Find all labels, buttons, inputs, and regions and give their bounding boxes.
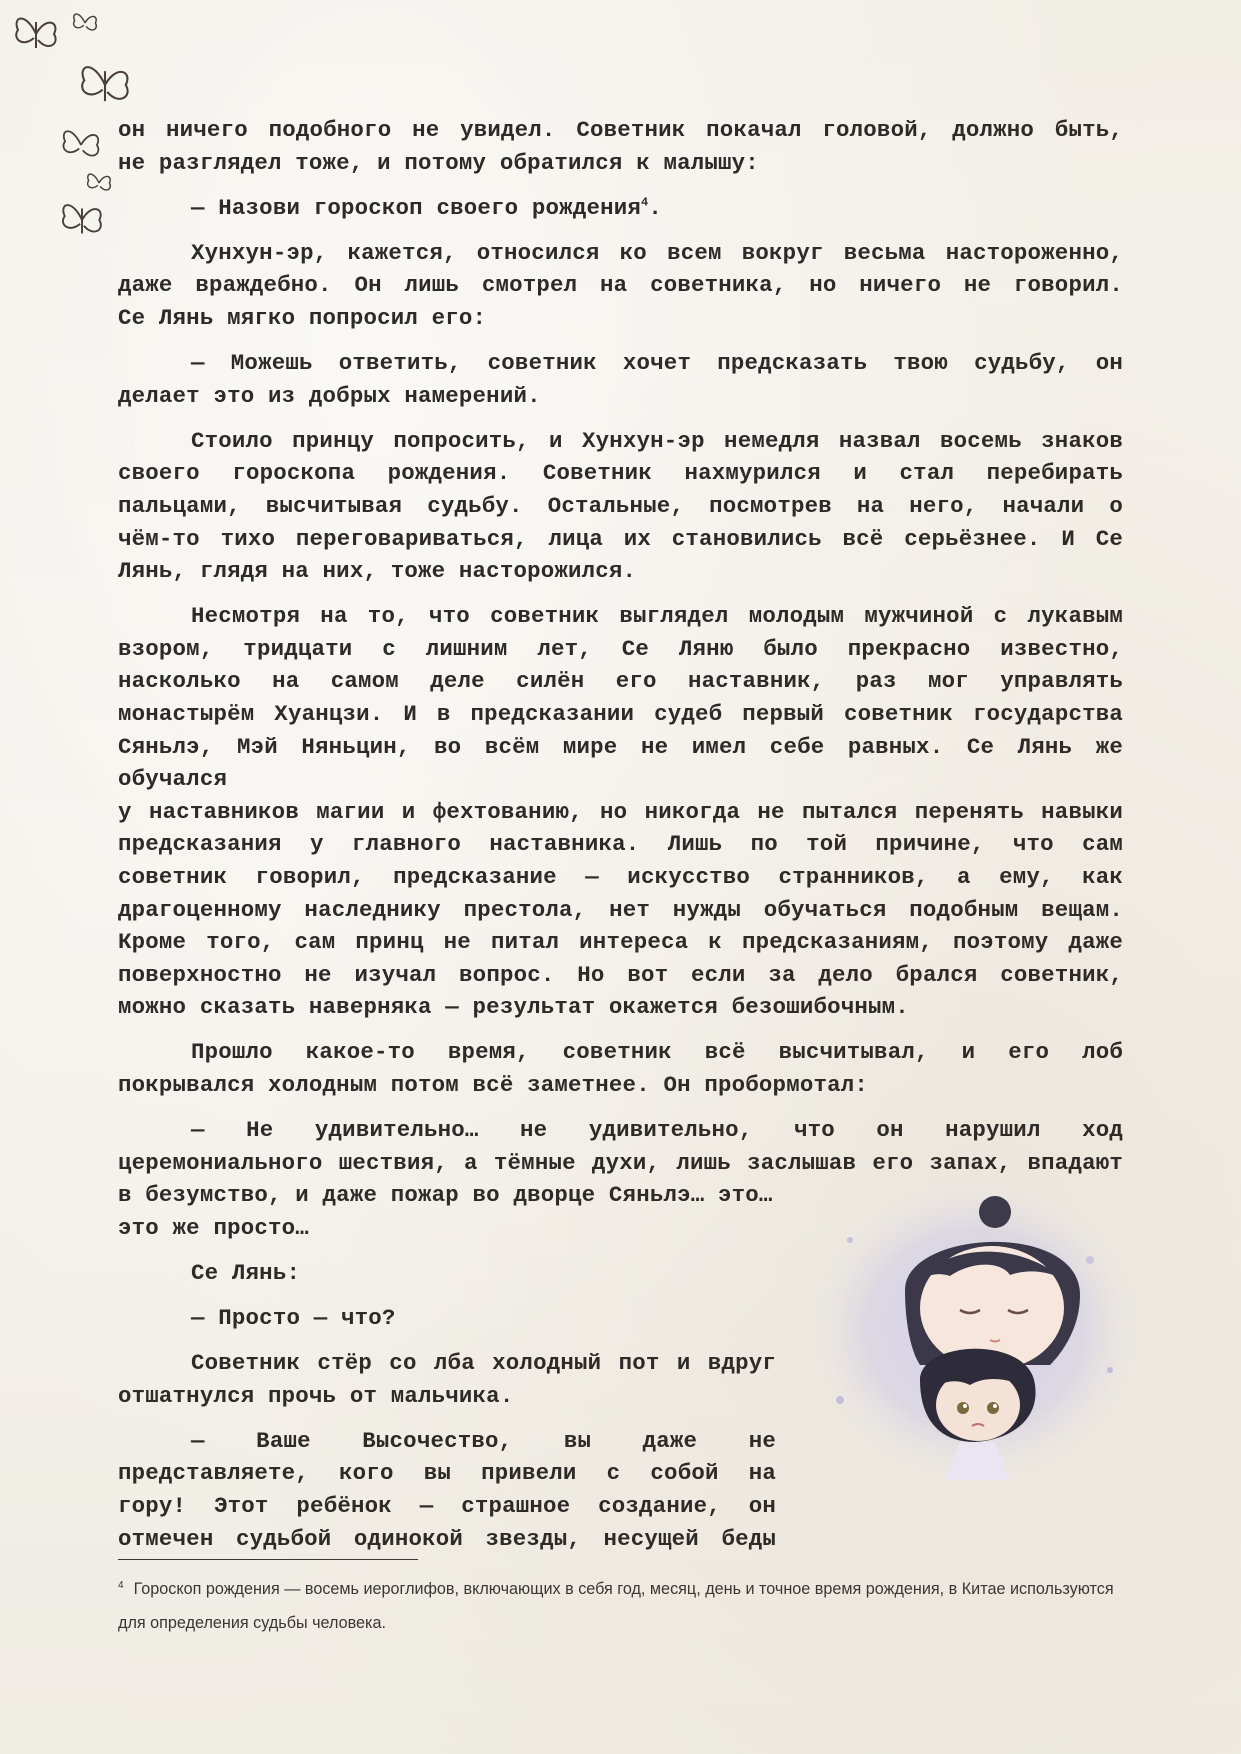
- text-line: советник говорил, предсказание — искусство странников, а ему, как: [118, 863, 1123, 890]
- text-line: это же просто…: [118, 1214, 309, 1241]
- footnote: [118, 1572, 1123, 1640]
- text-line: Кроме того, сам принц не питал интереса к предсказаниям, поэтому даже: [118, 929, 1123, 956]
- text-line: чём-то тихо переговариваться, лица их становились всё серьёзнее. И Се: [118, 525, 1123, 552]
- footnote-number: 4: [118, 1579, 124, 1591]
- text-line: Стоило принцу попросить, и Хунхун-эр немедля назвал восемь знаков: [191, 427, 1123, 454]
- text-line: взором, тридцати с лишним лет, Се Ляню было прекрасно известно,: [118, 635, 1123, 662]
- text-punct: .: [648, 194, 663, 221]
- text-line: монастырём Хуанцзи. И в предсказании судеб первый советник государства: [118, 701, 1123, 727]
- text-line: отмечен судьбой одинокой звезды, несущей беды: [118, 1525, 776, 1552]
- narrow-column: [118, 1347, 776, 1555]
- paragraph: [118, 425, 1123, 588]
- text-line: — Назови гороскоп своего рождения: [191, 194, 642, 221]
- paragraph: [118, 192, 1123, 225]
- footnote-text: Гороскоп рождения — восемь иероглифов, включающих в себя год, месяц, день и точное время рождения, в Китае используются для определения судьбы человека.: [118, 1580, 1114, 1632]
- butterfly-icon: [72, 55, 138, 115]
- text-line: Хунхун-эр, кажется, относился ко всем вокруг весьма настороженно,: [191, 239, 1123, 266]
- text-line: Сяньлэ, Мэй Няньцин, во всём мире не имел себе равных. Се Лянь же обучался: [118, 733, 1123, 793]
- text-line: в безумство, и даже пожар во дворце Сяньлэ… это…: [118, 1182, 773, 1209]
- butterfly-icon: [10, 8, 62, 60]
- text-line: драгоценному наследнику престола, нет нужды обучаться подобным вещам.: [118, 896, 1123, 923]
- paragraph: [118, 237, 1123, 335]
- text-line: Советник стёр со лба холодный пот и вдруг: [191, 1350, 776, 1377]
- text-line: Несмотря на то, что советник выглядел молодым мужчиной с лукавым: [191, 603, 1123, 630]
- paragraph: [118, 114, 1123, 179]
- text-line: Се Лянь:: [191, 1260, 301, 1286]
- text-line: Лянь, глядя на них, тоже насторожился.: [118, 558, 637, 585]
- footnote-divider: [118, 1559, 418, 1560]
- text-line: поверхностно не изучал вопрос. Но вот если за дело брался советник,: [118, 961, 1123, 988]
- paragraph: [118, 1425, 776, 1555]
- text-line: пальцами, высчитывая судьбу. Остальные, посмотрев на него, начали о: [118, 492, 1123, 519]
- text-line: можно сказать наверняка — результат окажется безошибочным.: [118, 994, 909, 1021]
- paragraph: [118, 1036, 1123, 1101]
- text-line: представляете, кого вы привели с собой на: [118, 1460, 776, 1487]
- text-line: предсказания у главного наставника. Лишь по той причине, что сам: [118, 831, 1123, 858]
- footnote-ref[interactable]: 4: [641, 195, 649, 210]
- text-line: — Ваше Высочество, вы даже не: [191, 1427, 776, 1454]
- text-line: гору! Этот ребёнок — страшное создание, он: [118, 1493, 776, 1520]
- text-line: делает это из добрых намерений.: [118, 382, 541, 409]
- butterfly-icon: [84, 168, 114, 198]
- butterfly-icon: [58, 122, 104, 168]
- text-line: церемониального шествия, а тёмные духи, лишь заслышав его запах, впадают: [118, 1149, 1123, 1176]
- butterfly-icon: [56, 195, 108, 245]
- chibi-illustration: [810, 1180, 1140, 1480]
- text-line: у наставников магии и фехтованию, но никогда не пытался перенять навыки: [118, 798, 1123, 825]
- text-line: своего гороскопа рождения. Советник нахмурился и стал перебирать: [118, 460, 1123, 487]
- paragraph: [118, 600, 1123, 1024]
- text-line: насколько на самом деле силён его наставник, раз мог управлять: [118, 668, 1123, 695]
- text-line: он ничего подобного не увидел. Советник покачал головой, должно быть,: [118, 117, 1123, 143]
- text-line: Се Лянь мягко попросил его:: [118, 304, 487, 331]
- butterfly-icon: [70, 8, 100, 38]
- paragraph: [118, 1347, 776, 1412]
- text-line: — Можешь ответить, советник хочет предсказать твою судьбу, он: [191, 350, 1123, 377]
- paragraph: [118, 347, 1123, 412]
- text-line: покрывался холодным потом всё заметнее. Он пробормотал:: [118, 1072, 869, 1099]
- text-line: даже враждебно. Он лишь смотрел на советника, но ничего не говорил.: [118, 272, 1123, 299]
- text-line: — Просто — что?: [191, 1305, 396, 1332]
- text-line: Прошло какое-то время, советник всё высчитывал, и его лоб: [191, 1039, 1123, 1066]
- text-line: отшатнулся прочь от мальчика.: [118, 1382, 514, 1409]
- text-line: — Не удивительно… не удивительно, что он нарушил ход: [191, 1117, 1123, 1144]
- text-line: не разглядел тоже, и потому обратился к малышу:: [118, 149, 759, 176]
